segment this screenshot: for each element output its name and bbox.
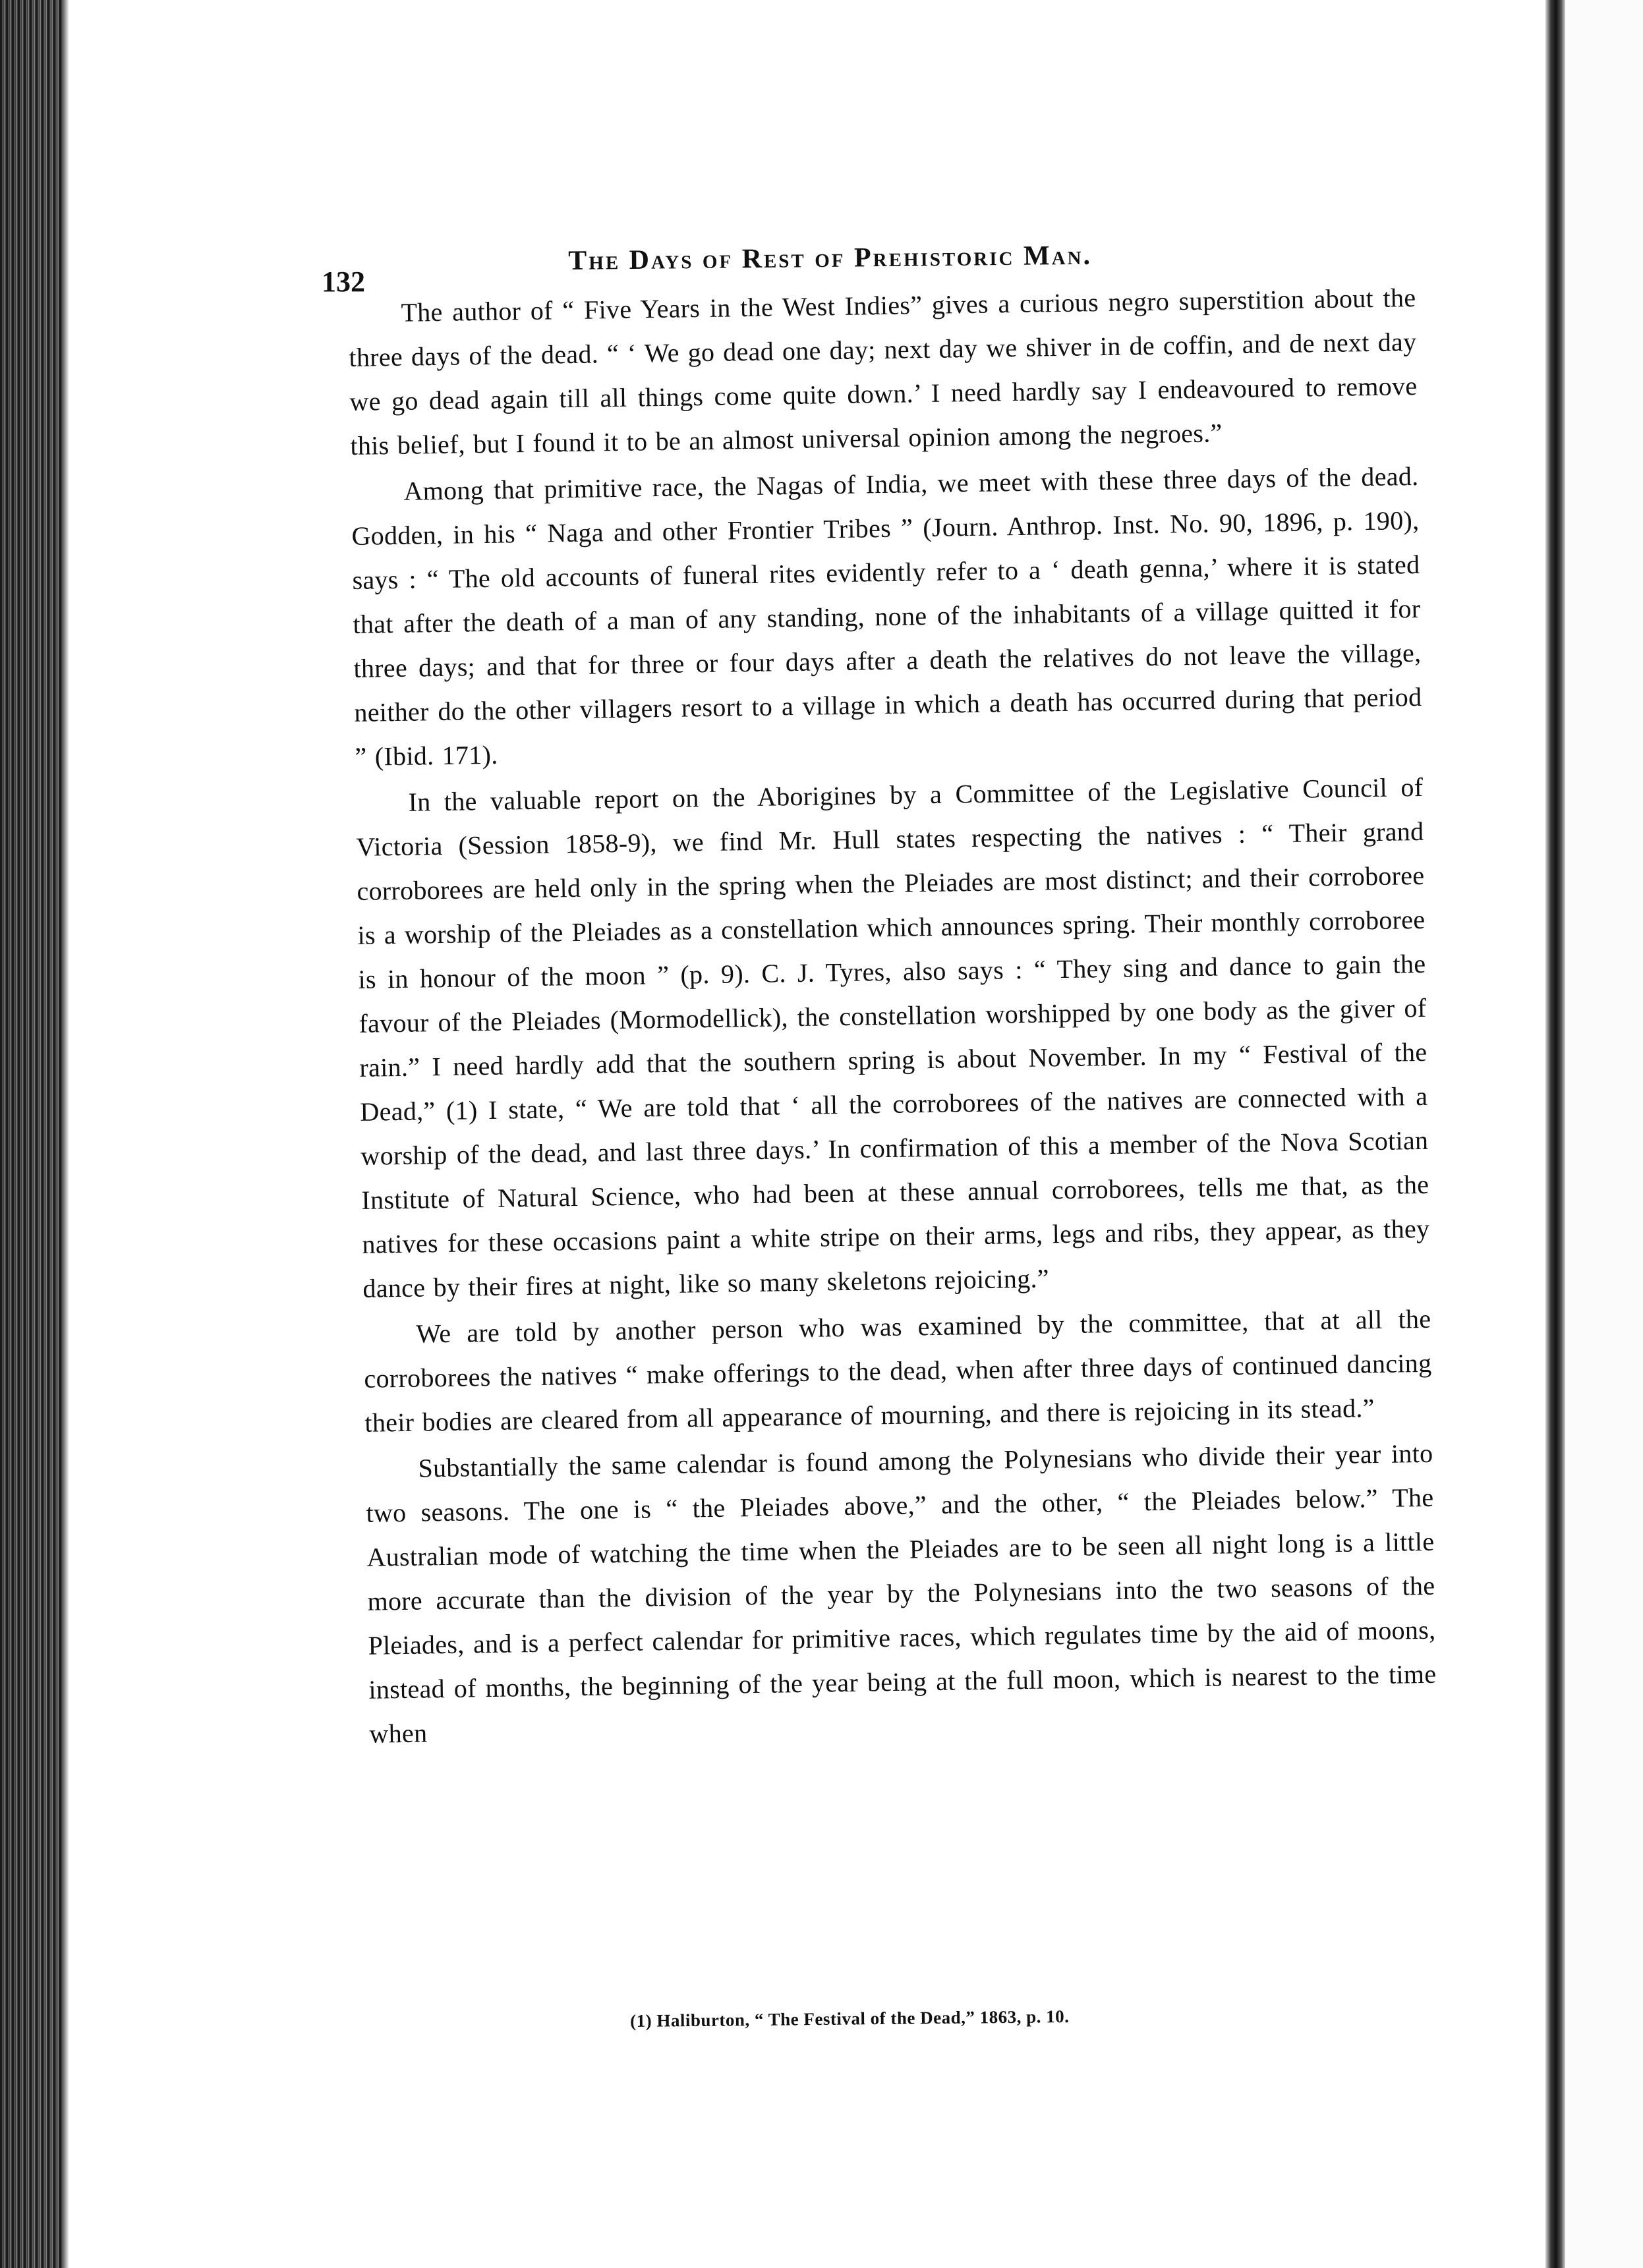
page-right-edge (1545, 0, 1565, 2268)
running-head: The Days of Rest of Prehistoric Man. (568, 240, 1093, 276)
paragraph-4: We are told by another person who was examined by the committee, that at all the corroborees the natives “ make offerings to the dead, when after three days of continued dancing their bodies are cleared from all appearance of mourning, and there is rejoicing in its stead.” (364, 1303, 1432, 1438)
body-text (348, 275, 1437, 1758)
book-spine-edge (0, 0, 63, 2268)
paragraph-1: The author of “ Five Years in the West Indies” gives a curious negro superstition about the three days of the dead. “ ‘ We go dead one day; next day we shiver in de coffin, and de next day we go dead again till all things come quite down.’ I need hardly say I endeavoured to remove this belief, but I found it to be an almost universal opinion among the negroes.” (349, 282, 1418, 461)
scan-right-margin (1565, 0, 1643, 2268)
paragraph-5: Substantially the same calendar is found among the Polynesians who divide their year into two seasons. The one is “ the Pleiades above,” and the other, “ the Pleiades below.” The Australian mode of watching the time when the Pleiades are to be seen all night long is a little more accurate than the division of the year by the Polynesians into the two seasons of the Pleiades, and is a perfect calendar for primitive races, which regulates time by the aid of moons, instead of months, the beginning of the year being at the full moon, which is nearest to the time when (366, 1438, 1437, 1749)
paragraph-3: In the valuable report on the Aborigines by a Committee of the Legislative Council of Victoria (Session 1858-9), we find Mr. Hull states respecting the natives : “ Their grand corroborees are held only in the spring when the Pleiades are most distinct; and their corroboree is a worship of the Pleiades as a constellation which announces spring. Their monthly corroboree is in honour of the moon ” (p. 9). C. J. Tyres, also says : “ They sing and dance to gain the favour of the Pleiades (Mormodellick), the constellation worshipped by one body as the giver of rain.” I need hardly add that the southern spring is about November. In my “ Festival of the Dead,” (1) I state, “ We are told that ‘ all the corroborees of the natives are connected with a worship of the dead, and last three days.’ In confirmation of this a member of the Nova Scotian Institute of Natural Science, who had been at these annual corroborees, tells me that, as the natives for these occasions paint a white stripe on their arms, legs and ribs, they appear, as they dance by their fires at night, like so many skeletons rejoicing.” (356, 772, 1430, 1303)
page-number: 132 (322, 266, 365, 298)
footnote: (1) Haliburton, “ The Festival of the Dead,” 1863, p. 10. (630, 2006, 1070, 2031)
spine-shadow (63, 0, 69, 2268)
paragraph-2: Among that primitive race, the Nagas of India, we meet with these three days of the dead. Godden, in his “ Naga and other Frontier Tribes ” (Journ. Anthrop. Inst. No. 90, 1896, p. 190), says : “ The old accounts of funeral rites evidently refer to a ‘ death genna,’ where it is stated that after the death of a man of any standing, none of the inhabitants of a village quitted it for three days; and that for three or four days after a death the relatives do not leave the village, neither do the other villagers resort to a village in which a death has occurred during that period ” (Ibid. 171). (351, 461, 1422, 772)
